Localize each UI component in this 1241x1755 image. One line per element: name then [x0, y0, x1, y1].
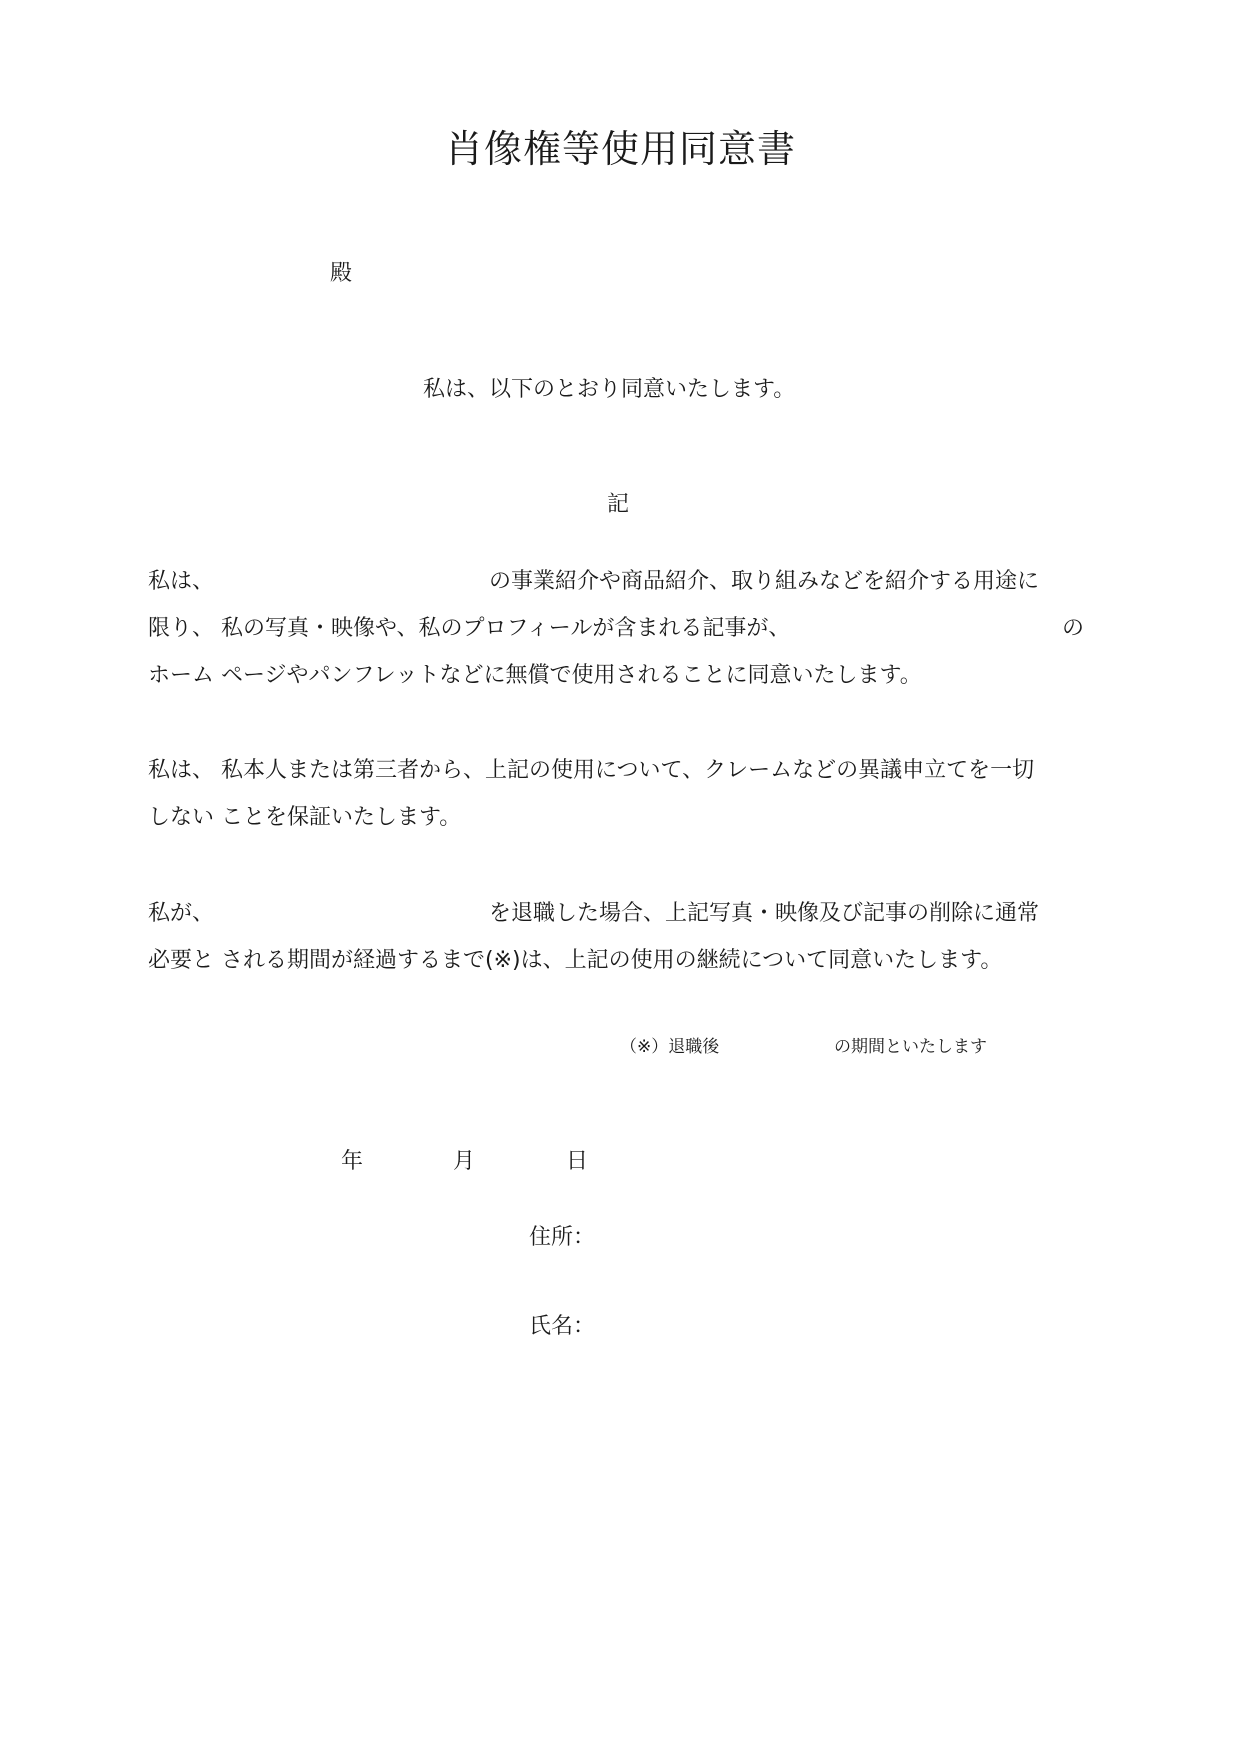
para1-line2-start: 限り、 私の写真・映像や、私のプロフィールが含まれる記事が、 [148, 616, 791, 641]
address-label: 住所： [529, 1225, 596, 1250]
addressee-suffix: 殿 [330, 261, 353, 286]
name-label: 氏名： [529, 1314, 596, 1339]
para2-line1: 私は、 私本人または第三者から、上記の使用について、クレームなどの異議申立てを一切 [148, 758, 1035, 783]
para1-line3: ホーム ページやパンフレットなどに無償で使用されることに同意いたします。 [148, 663, 922, 688]
note-end: の期間といたします [834, 1037, 987, 1057]
note-start: （※）退職後 [620, 1037, 720, 1057]
intro-text: 私は、以下のとおり同意いたします。 [423, 377, 796, 402]
document-title: 肖像権等使用同意書 [444, 127, 796, 171]
para3-line1-start: 私が、 [148, 901, 215, 926]
para3-line2: 必要と される期間が経過するまで(※)は、上記の使用の継続について同意いたします。 [148, 948, 1003, 973]
para1-line2-end: の [1062, 616, 1085, 641]
para2-line2: しない ことを保証いたします。 [148, 805, 462, 830]
ki-label: 記 [607, 492, 630, 517]
date-day-label: 日 [566, 1149, 589, 1174]
date-year-label: 年 [341, 1149, 364, 1174]
para1-line1-end: の事業紹介や商品紹介、取り組みなどを紹介する用途に [489, 569, 1040, 594]
para1-line1-start: 私は、 [148, 569, 215, 594]
date-month-label: 月 [453, 1149, 476, 1174]
para3-line1-end: を退職した場合、上記写真・映像及び記事の削除に通常 [489, 901, 1040, 926]
